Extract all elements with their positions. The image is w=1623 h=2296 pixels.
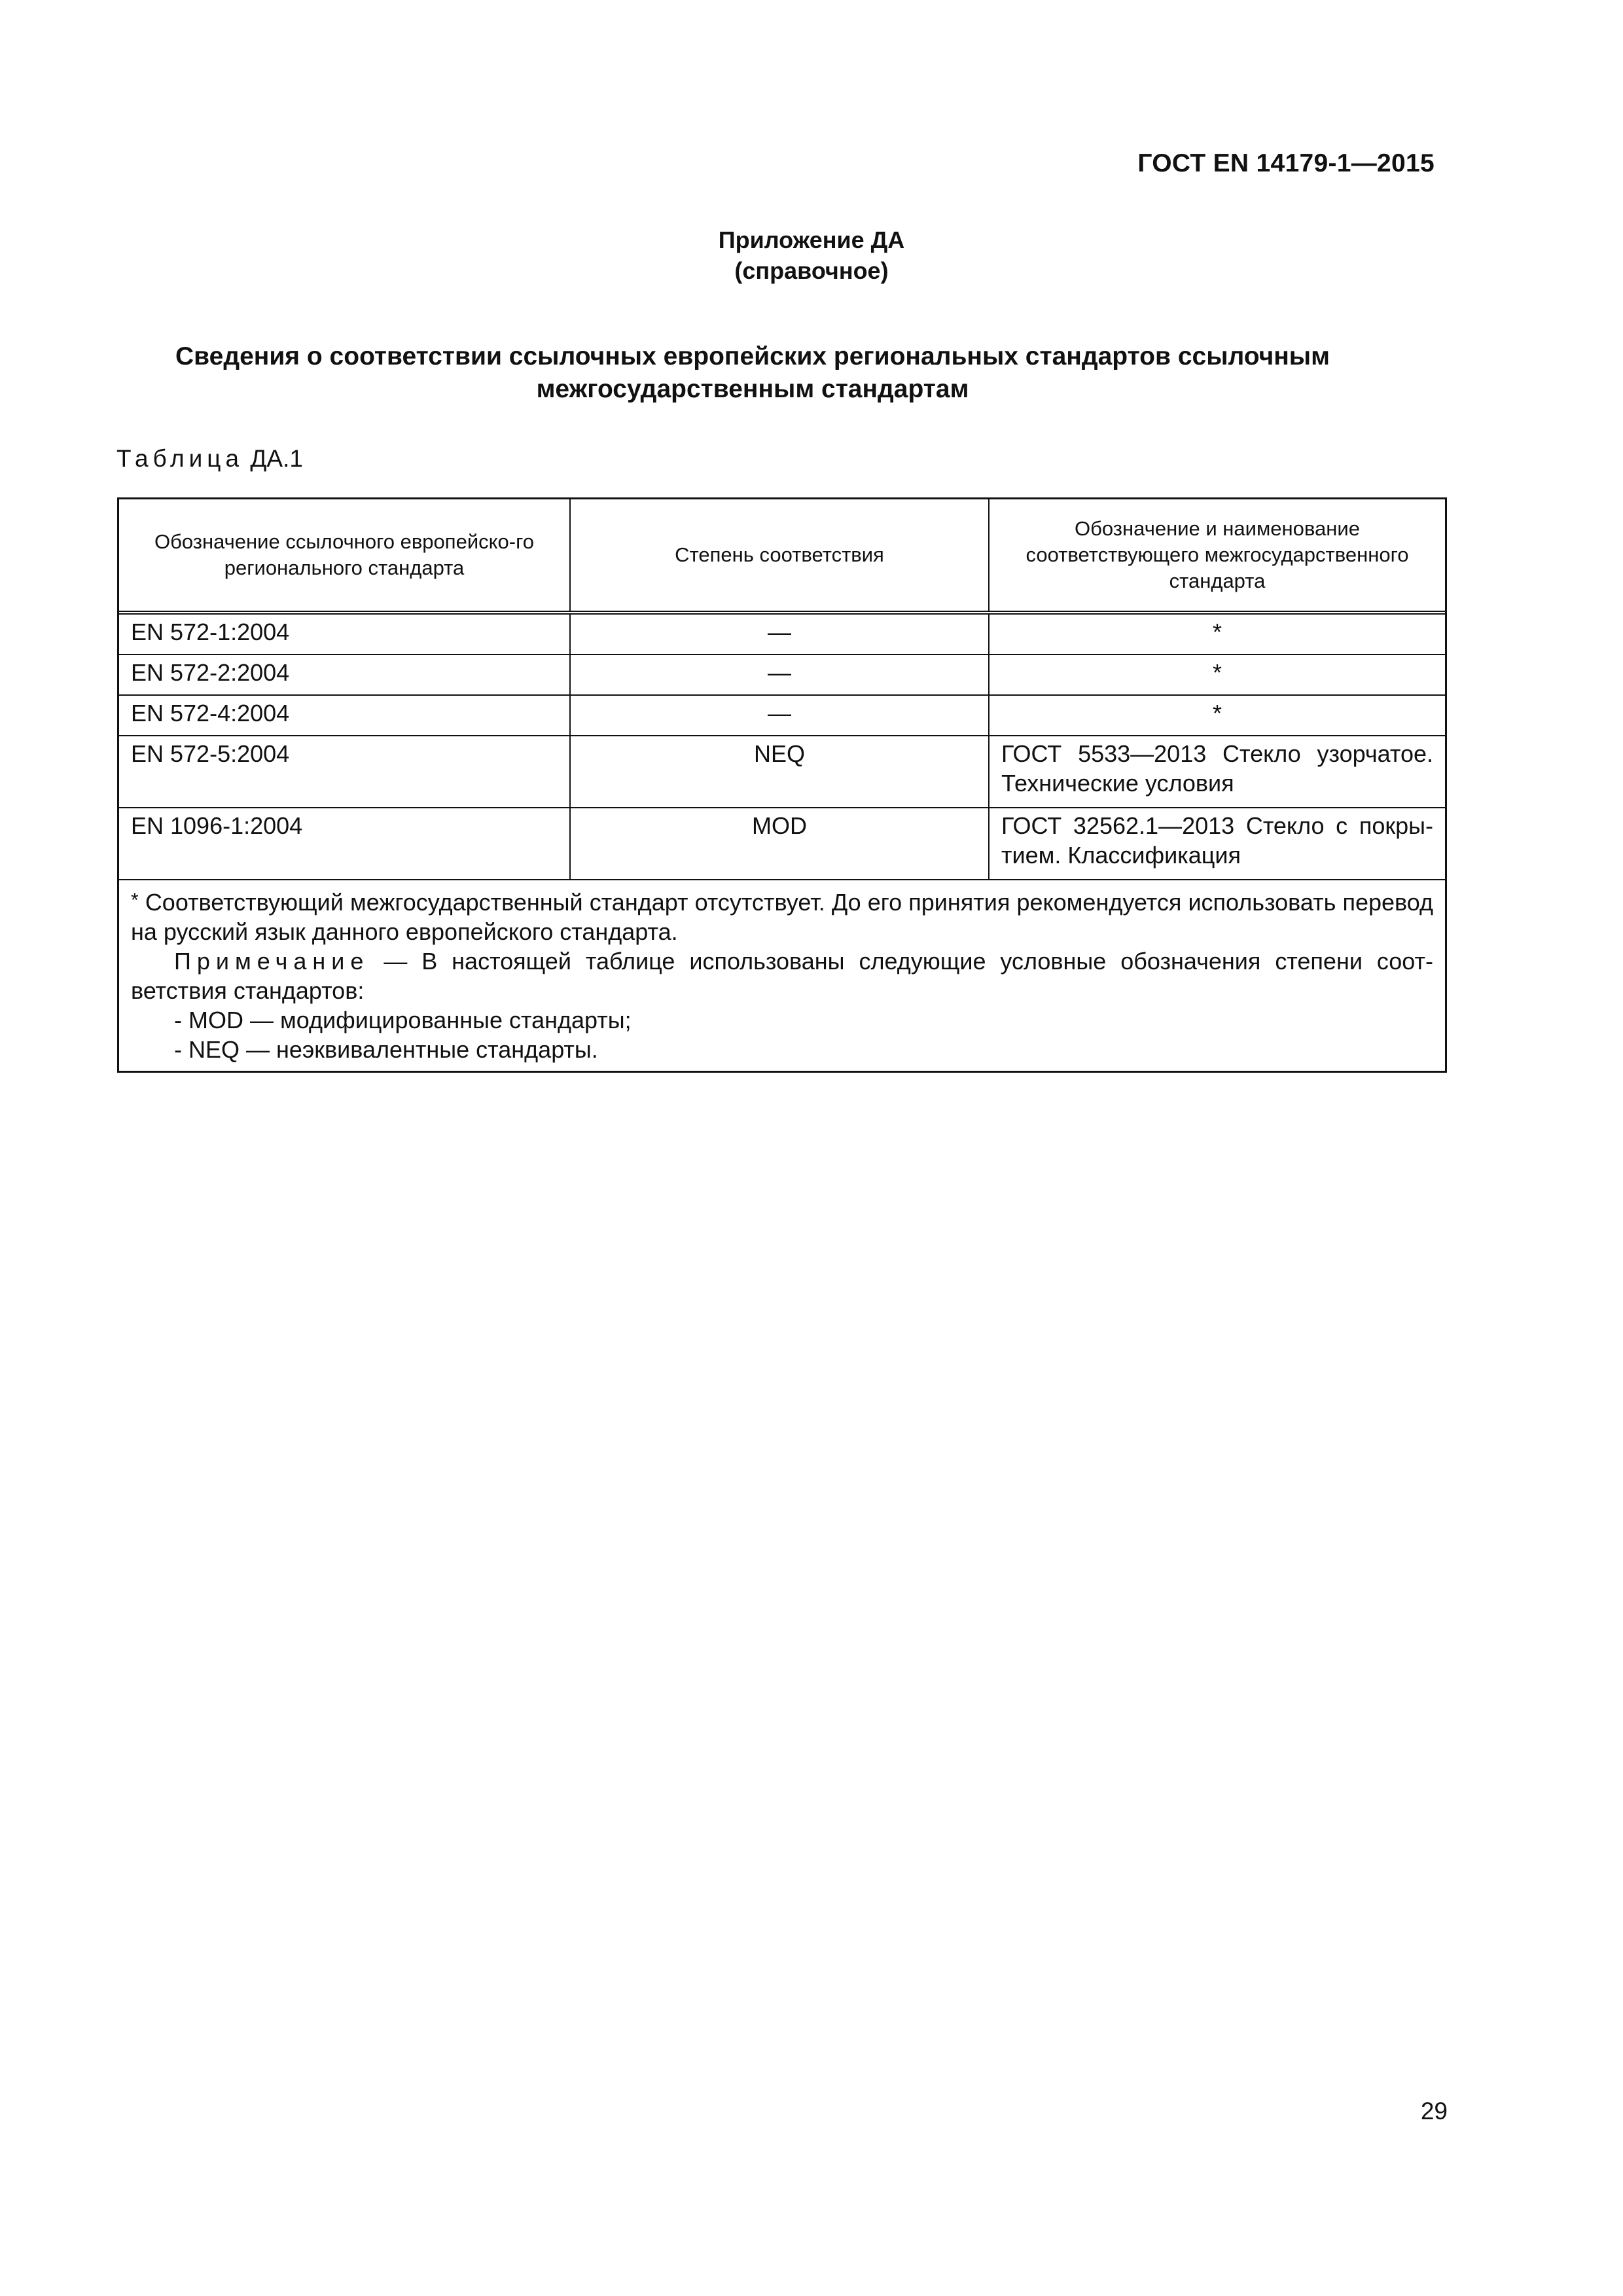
cell-interstate: *	[1212, 619, 1222, 645]
table-header-row	[119, 499, 1445, 615]
legend-item: - NEQ — неэквивалентные стандарты.	[174, 1036, 598, 1063]
cell-reference: EN 572-4:2004	[119, 696, 571, 735]
note-text: — В настоящей таблице использованы следующие условные обозначения степени соот-ветствия стандартов:	[131, 948, 1433, 1004]
footnote-mark: *	[131, 889, 139, 911]
table-row	[119, 808, 1445, 880]
cell-interstate: ГОСТ 5533—2013 Стекло узорчатое. Технические условия	[1001, 740, 1433, 797]
header-cell-reference: Обозначение ссылочного европейско-го регионального стандарта	[119, 499, 571, 611]
cell-degree: —	[571, 655, 990, 694]
section-title: Сведения о соответствии ссылочных европейских региональных стандартов ссылочным межгосударственным стандартам	[175, 342, 1330, 403]
table-row	[119, 655, 1445, 696]
note-label: Примечание	[174, 948, 370, 975]
table-row	[119, 615, 1445, 655]
cell-reference: EN 572-2:2004	[119, 655, 571, 694]
appendix-type: (справочное)	[734, 257, 889, 284]
appendix-title: Приложение ДА	[718, 226, 905, 253]
table-row	[119, 696, 1445, 736]
cell-degree: NEQ	[571, 736, 990, 807]
header-cell-degree: Степень соответствия	[571, 499, 990, 611]
cell-degree: —	[571, 615, 990, 654]
cell-reference: EN 572-5:2004	[119, 736, 571, 807]
cell-degree: MOD	[571, 808, 990, 879]
cell-reference: EN 1096-1:2004	[119, 808, 571, 879]
table-row	[119, 736, 1445, 808]
footnote-text: Соответствующий межгосударственный стандарт отсутствует. До его принятия рекомендуется использовать перевод на русский язык данного европейского стандарта.	[131, 889, 1433, 945]
cell-interstate: ГОСТ 32562.1—2013 Стекло с покры-тием. Классификация	[1001, 812, 1433, 869]
cell-degree: —	[571, 696, 990, 735]
footnote	[131, 886, 1433, 946]
legend-item: - MOD — модифицированные стандарты;	[174, 1007, 632, 1033]
page-number: 29	[1420, 2098, 1448, 2125]
cell-interstate: *	[1212, 700, 1222, 726]
cell-reference: EN 572-1:2004	[119, 615, 571, 654]
correspondence-table	[117, 497, 1447, 1073]
table-caption-label: Таблица	[116, 445, 244, 472]
table-footer	[119, 880, 1445, 1071]
document-code: ГОСТ EN 14179-1—2015	[1137, 149, 1435, 177]
table-caption	[116, 445, 303, 473]
table-note	[131, 946, 1433, 1005]
cell-interstate: *	[1212, 659, 1222, 686]
table-caption-number: ДА.1	[250, 445, 303, 472]
header-cell-interstate: Обозначение и наименование соответствующего межгосударственного стандарта	[1026, 517, 1409, 592]
